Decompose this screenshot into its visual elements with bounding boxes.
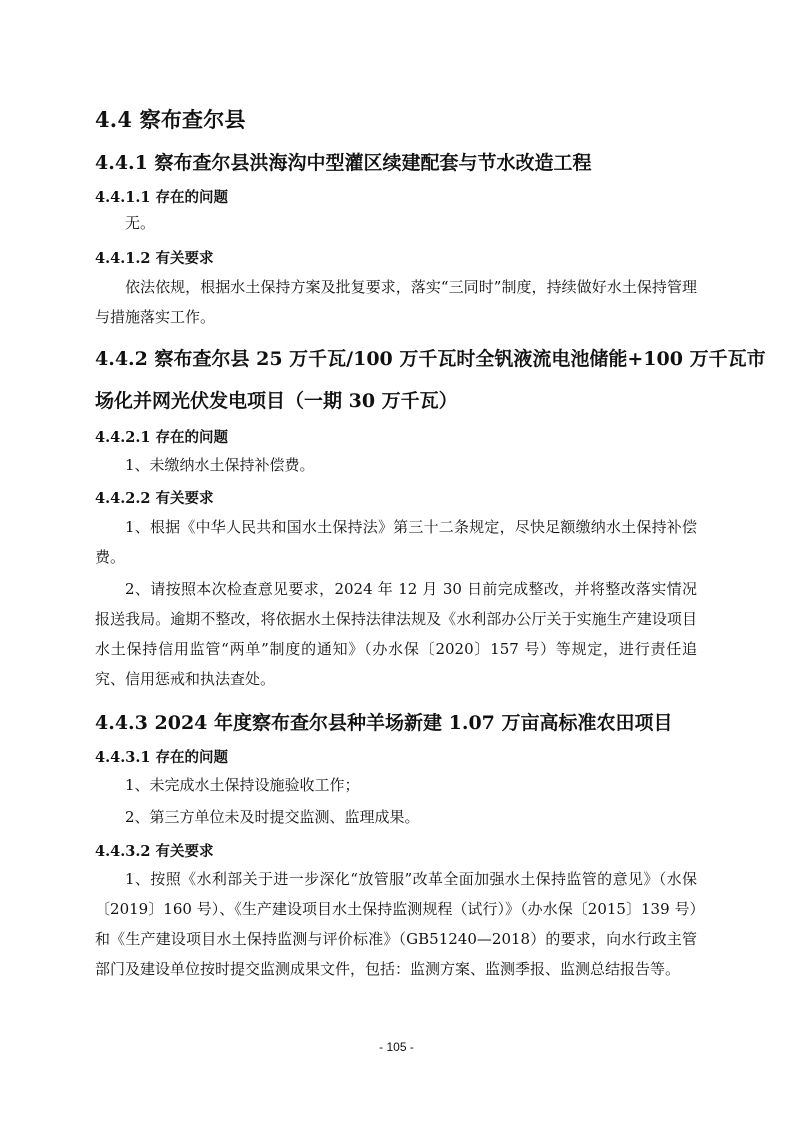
- subheading-4-4-1-2: 4.4.1.2 有关要求: [95, 250, 214, 267]
- paragraph-4-4-3-2-item1: 1、按照《水利部关于进一步深化“放管服”改革全面加强水土保持监管的意见》（水保〔2019〕160 号）、《生产建设项目水土保持监测规程（试行）》（办水保〔2015〕139 号）和《生产建设项目水土保持监测与评价标准》（GB51240—2018）的要求，向水行政主管部门及建设单位按时提交监测成果文件，包括：监测方案、监测季报、监测总结报告等。: [95, 870, 697, 978]
- section-heading-4-4: 4.4 察布查尔县: [95, 107, 246, 132]
- paragraph-4-4-1-2: 依法依规，根据水土保持方案及批复要求，落实“三同时”制度，持续做好水土保持管理与措施落实工作。: [95, 278, 697, 326]
- subheading-4-4-2-2: 4.4.2.2 有关要求: [95, 490, 214, 507]
- subheading-4-4-1-1: 4.4.1.1 存在的问题: [95, 189, 229, 206]
- paragraph-4-4-3-1-item1: 1、未完成水土保持设施验收工作；: [125, 776, 360, 794]
- section-heading-4-4-3: 4.4.3 2024 年度察布查尔县种羊场新建 1.07 万亩高标准农田项目: [95, 712, 673, 734]
- paragraph-4-4-3-1-item2: 2、第三方单位未及时提交监测、监理成果。: [125, 808, 420, 826]
- subheading-4-4-3-2: 4.4.3.2 有关要求: [95, 843, 214, 860]
- paragraph-4-4-2-1: 1、未缴纳水土保持补偿费。: [125, 456, 315, 474]
- paragraph-4-4-2-2-item2: 2、请按照本次检查意见要求，2024 年 12 月 30 日前完成整改，并将整改落实情况报送我局。逾期不整改，将依据水土保持法律法规及《水利部办公厅关于实施生产建设项目水土保持信用监管“两单”制度的通知》（办水保〔2020〕157 号）等规定，进行责任追究、信用惩戒和执法查处。: [95, 580, 697, 688]
- subheading-4-4-3-1: 4.4.3.1 存在的问题: [95, 749, 229, 766]
- section-heading-4-4-2-line1: 4.4.2 察布查尔县 25 万千瓦/100 万千瓦时全钒液流电池储能+100 万千瓦市: [95, 348, 766, 370]
- page-number: - 105 -: [379, 1040, 414, 1054]
- paragraph-4-4-2-2-item1: 1、根据《中华人民共和国水土保持法》第三十二条规定，尽快足额缴纳水土保持补偿费。: [95, 518, 697, 566]
- section-heading-4-4-2-line2: 场化并网光伏发电项目（一期 30 万千瓦）: [95, 390, 458, 412]
- subheading-4-4-2-1: 4.4.2.1 存在的问题: [95, 429, 229, 446]
- section-heading-4-4-1: 4.4.1 察布查尔县洪海沟中型灌区续建配套与节水改造工程: [95, 152, 592, 174]
- paragraph-4-4-1-1: 无。: [125, 214, 156, 232]
